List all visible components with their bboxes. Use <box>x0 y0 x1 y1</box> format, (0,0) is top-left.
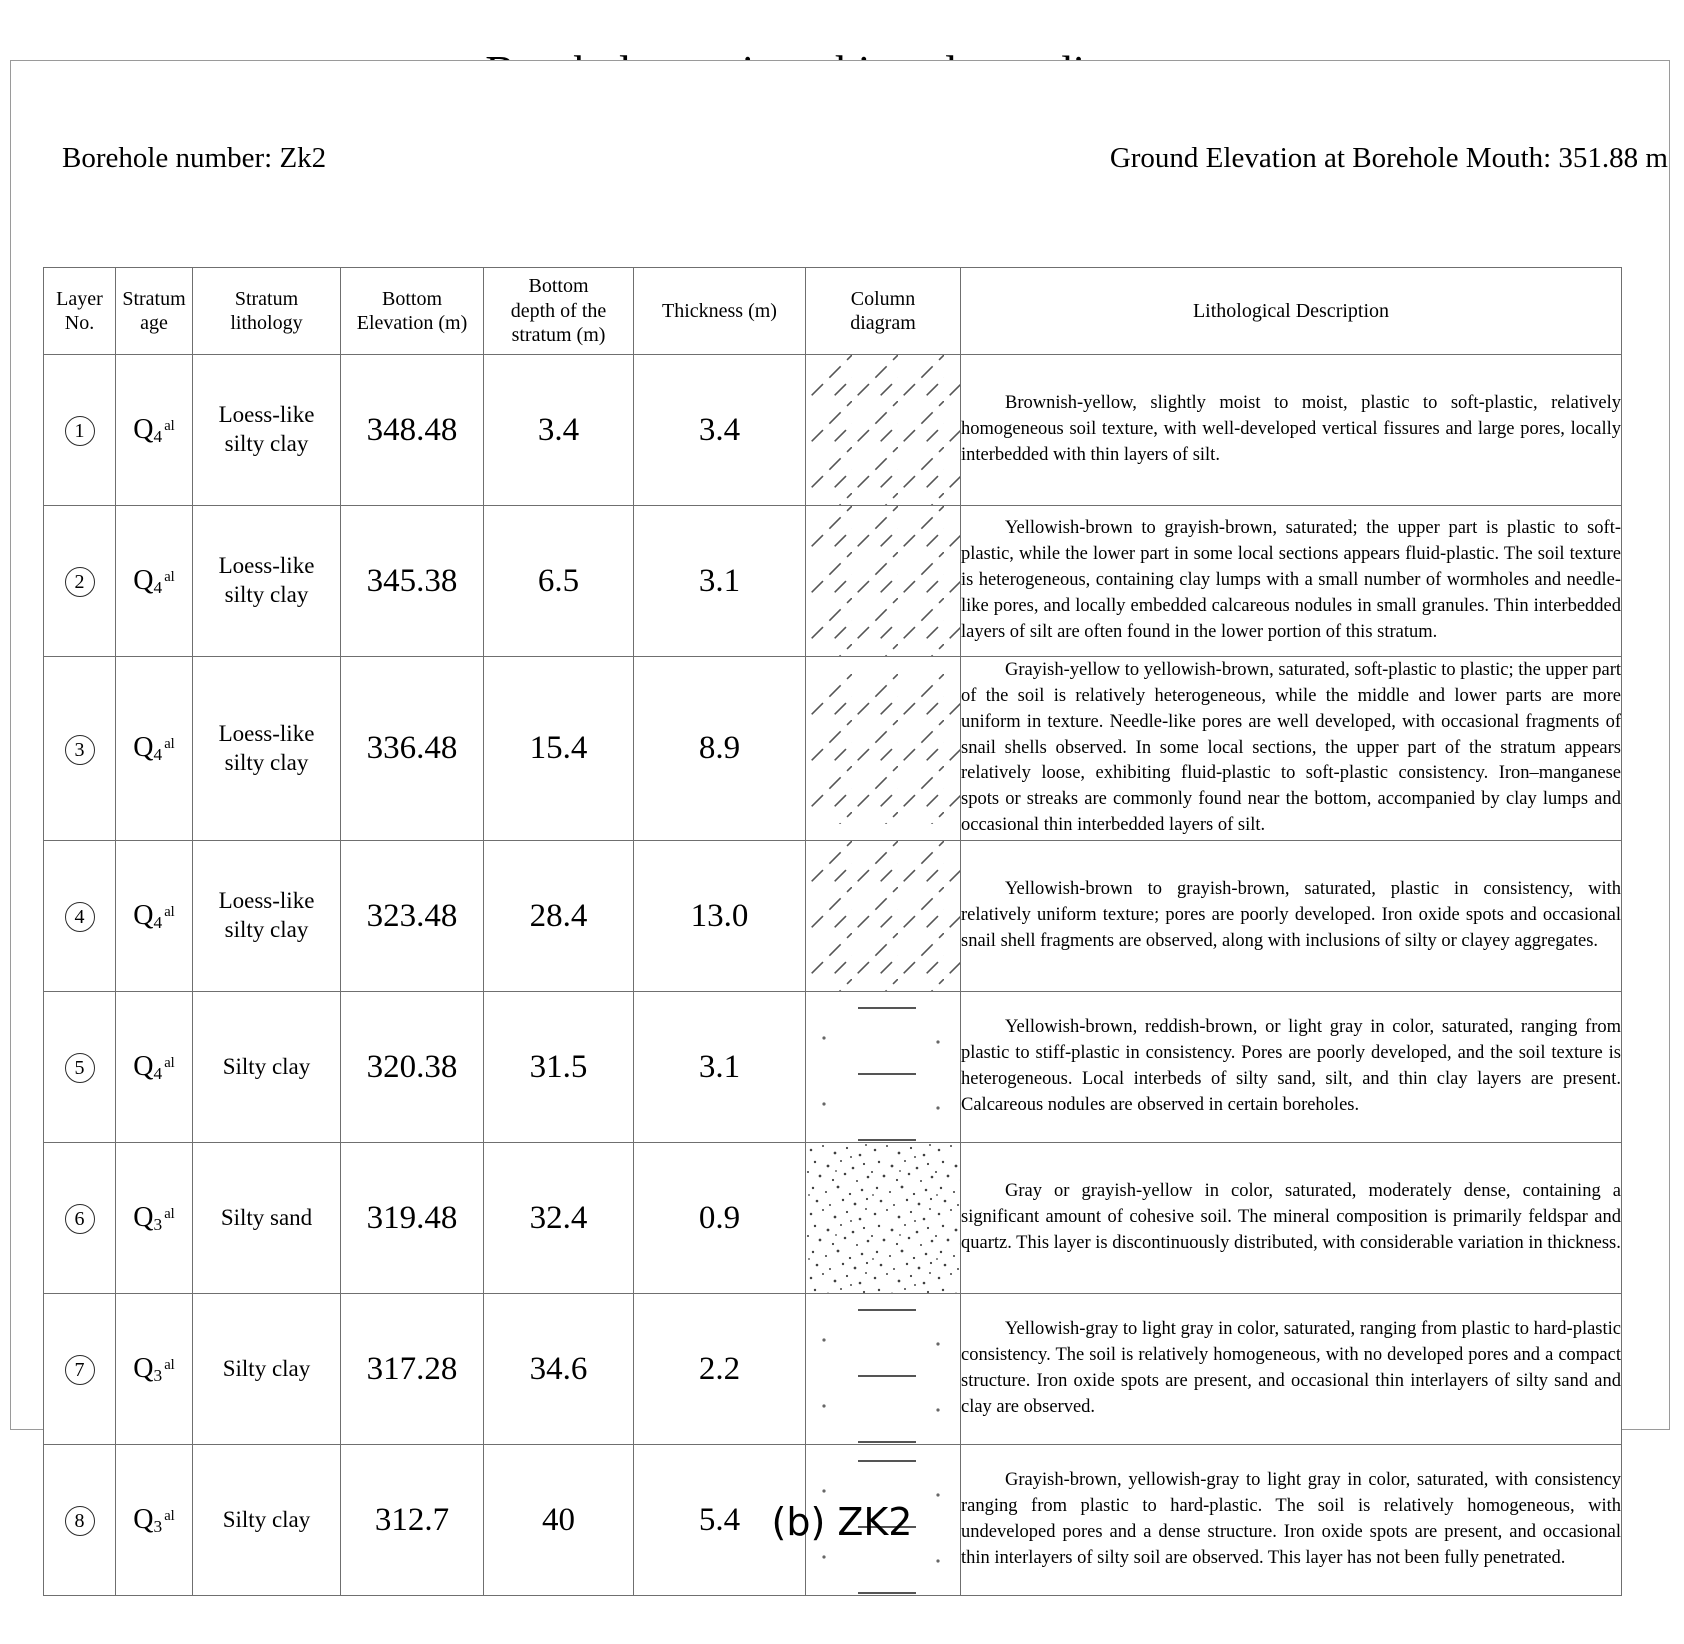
stratigraphic-table <box>43 267 1622 1596</box>
cell-bottom-elevation: 336.48 <box>341 657 484 841</box>
cell-layer-no <box>44 841 116 992</box>
cell-lithological-description: Gray or grayish-yellow in color, saturated, moderately dense, containing a significant amount of cohesive soil. The mineral composition is primarily feldspar and quartz. This layer is discontinuously distributed, with considerable variation in thickness. <box>961 1143 1622 1294</box>
cell-bottom-depth: 28.4 <box>484 841 634 992</box>
meta-row <box>0 142 1684 184</box>
col-header-column-diagram-line2: diagram <box>850 312 916 334</box>
ground-elevation-label: Ground Elevation at Borehole Mouth: 351.88 m <box>1109 141 1668 174</box>
stratum-age-symbol: Q <box>133 732 154 764</box>
cell-stratum-age <box>116 992 193 1143</box>
cell-layer-no <box>44 657 116 841</box>
cell-layer-no <box>44 992 116 1143</box>
stratum-age-subscript: 3 <box>153 1516 163 1536</box>
col-header-lithological-description: Lithological Description <box>961 268 1622 355</box>
cell-thickness: 5.4 <box>634 1445 806 1596</box>
layer-number-badge: 8 <box>65 1506 95 1536</box>
col-header-stratum-lithology <box>193 268 341 355</box>
stratum-age-subscript: 4 <box>153 912 163 932</box>
cell-column-diagram <box>806 841 961 992</box>
cell-bottom-elevation: 317.28 <box>341 1294 484 1445</box>
cell-bottom-elevation: 312.7 <box>341 1445 484 1596</box>
cell-thickness: 3.4 <box>634 355 806 506</box>
cell-lithological-description: Yellowish-brown to grayish-brown, saturated; the upper part is plastic to soft-plastic, while the lower part in some local sections appears fluid-plastic. The soil texture is heterogeneous, containing clay lumps with a small number of wormholes and needle-like pores, and locally embedded calcareous nodules in small granules. Thin interbedded layers of silt are often found in the lower portion of this stratum. <box>961 506 1622 657</box>
cell-bottom-elevation: 319.48 <box>341 1143 484 1294</box>
stratum-age-superscript: al <box>164 903 175 920</box>
cell-column-diagram <box>806 657 961 841</box>
lithology-line1: Loess-like <box>218 402 315 428</box>
cell-layer-no <box>44 355 116 506</box>
stratum-age-superscript: al <box>164 417 175 434</box>
cell-thickness: 13.0 <box>634 841 806 992</box>
col-header-bottom-elevation <box>341 268 484 355</box>
cell-thickness: 8.9 <box>634 657 806 841</box>
lithology-line1: Loess-like <box>218 888 315 914</box>
layer-number-badge: 4 <box>65 902 95 932</box>
cell-column-diagram <box>806 355 961 506</box>
stratigraphic-table-wrapper <box>43 267 1621 1596</box>
cell-bottom-elevation: 348.48 <box>341 355 484 506</box>
cell-column-diagram <box>806 992 961 1143</box>
col-header-bottom-depth-line2: depth of the <box>510 299 607 322</box>
stratum-age-superscript: al <box>164 1054 175 1071</box>
cell-stratum-lithology <box>193 355 341 506</box>
cell-stratum-lithology <box>193 1143 341 1294</box>
cell-column-diagram <box>806 1143 961 1294</box>
cell-stratum-age <box>116 506 193 657</box>
stratum-age-symbol: Q <box>133 564 154 596</box>
cell-thickness: 0.9 <box>634 1143 806 1294</box>
stratum-age-subscript: 3 <box>153 1214 163 1234</box>
cell-stratum-age <box>116 841 193 992</box>
stratum-age-subscript: 3 <box>153 1365 163 1385</box>
table-row <box>44 355 1622 506</box>
col-header-layer-no <box>44 268 116 355</box>
cell-lithological-description: Yellowish-brown to grayish-brown, saturated, plastic in consistency, with relatively uniform texture; pores are poorly developed. Iron oxide spots and occasional snail shell fragments are observed, along with inclusions of silty or clayey aggregates. <box>961 841 1622 992</box>
cell-bottom-depth: 40 <box>484 1445 634 1596</box>
col-header-stratum-lithology-line2: lithology <box>230 312 303 334</box>
stratum-age-symbol: Q <box>133 1050 154 1082</box>
cell-column-diagram <box>806 506 961 657</box>
stratum-age-symbol: Q <box>133 1201 154 1233</box>
cell-layer-no <box>44 1294 116 1445</box>
cell-column-diagram <box>806 1294 961 1445</box>
col-header-stratum-age-line1: Stratum <box>122 287 186 310</box>
lithology-line2: silty clay <box>224 431 309 456</box>
stratum-age-superscript: al <box>164 1507 175 1524</box>
lithology-line1: Loess-like <box>218 720 315 746</box>
col-header-bottom-depth-line1: Bottom <box>528 275 589 298</box>
table-row <box>44 506 1622 657</box>
layer-number-badge: 2 <box>65 567 95 597</box>
stratum-age-subscript: 4 <box>153 577 163 597</box>
cell-stratum-lithology <box>193 992 341 1143</box>
cell-thickness: 2.2 <box>634 1294 806 1445</box>
lithology-line2: silty clay <box>224 749 309 775</box>
cell-lithological-description: Grayish-brown, yellowish-gray to light gray in color, saturated, with consistency ranging from plastic to hard-plastic. The soil is relatively homogeneous, with undeveloped pores and a dense structure. Iron oxide spots are present, and occasional thin interlayers of silty soil are observed. This layer has not been fully penetrated. <box>961 1445 1622 1596</box>
table-row <box>44 1143 1622 1294</box>
lithology-pattern-clay-hatch <box>806 841 960 991</box>
col-header-layer-no-line1: Layer <box>56 287 103 310</box>
stratum-age-superscript: al <box>164 1205 175 1222</box>
cell-bottom-depth: 3.4 <box>484 355 634 506</box>
layer-number-badge: 3 <box>65 735 95 765</box>
cell-stratum-lithology <box>193 657 341 841</box>
cell-lithological-description: Grayish-yellow to yellowish-brown, saturated, soft-plastic to plastic; the upper part of the soil is relatively heterogeneous, while the middle and lower parts are more uniform in texture. Needle-like pores are well developed, with occasional fragments of snail shells observed. In some local sections, the upper part of the stratum appears relatively loose, exhibiting fluid-plastic to soft-plastic consistency. Iron–manganese spots or streaks are commonly found near the bottom, accompanied by clay lumps and occasional thin interbedded layers of silt. <box>961 657 1622 841</box>
stratum-age-superscript: al <box>164 1356 175 1373</box>
table-row <box>44 1294 1622 1445</box>
cell-bottom-depth: 6.5 <box>484 506 634 657</box>
cell-thickness: 3.1 <box>634 992 806 1143</box>
lithology-line1: Silty clay <box>222 1355 311 1381</box>
borehole-number-label: Borehole number: Zk2 <box>62 141 327 174</box>
cell-bottom-depth: 15.4 <box>484 657 634 841</box>
layer-number-badge: 6 <box>65 1204 95 1234</box>
cell-lithological-description: Yellowish-brown, reddish-brown, or light gray in color, saturated, ranging from plastic to stiff-plastic in consistency. Pores are poorly developed, and the soil texture is heterogeneous. Local interbeds of silty sand, silt, and thin clay layers are present. Calcareous nodules are observed in certain boreholes. <box>961 992 1622 1143</box>
layer-number-badge: 1 <box>65 416 95 446</box>
cell-stratum-age <box>116 657 193 841</box>
figure-caption: (b) ZK2 <box>771 1500 913 1544</box>
cell-bottom-elevation: 320.38 <box>341 992 484 1143</box>
col-header-bottom-elevation-line1: Bottom <box>381 287 442 310</box>
cell-thickness: 3.1 <box>634 506 806 657</box>
lithology-pattern-clay-hatch <box>806 506 960 656</box>
table-row <box>44 992 1622 1143</box>
stratum-age-symbol: Q <box>133 899 154 931</box>
col-header-column-diagram <box>806 268 961 355</box>
stratum-age-symbol: Q <box>133 1503 154 1535</box>
col-header-bottom-depth-line3: stratum (m) <box>511 324 606 347</box>
stratum-age-subscript: 4 <box>153 1063 163 1083</box>
cell-stratum-age <box>116 355 193 506</box>
stratum-age-subscript: 4 <box>153 744 163 764</box>
cell-bottom-depth: 34.6 <box>484 1294 634 1445</box>
cell-stratum-lithology <box>193 841 341 992</box>
lithology-line1: Silty clay <box>222 1053 311 1079</box>
cell-layer-no <box>44 1143 116 1294</box>
stratum-age-superscript: al <box>164 568 175 585</box>
col-header-stratum-age-line2: age <box>140 312 168 334</box>
col-header-thickness: Thickness (m) <box>634 268 806 355</box>
col-header-stratum-lithology-line1: Stratum <box>234 287 299 310</box>
lithology-pattern-clay-hatch <box>806 355 960 505</box>
stratum-age-superscript: al <box>164 736 175 753</box>
table-row <box>44 841 1622 992</box>
cell-stratum-lithology <box>193 506 341 657</box>
col-header-stratum-age <box>116 268 193 355</box>
lithology-line2: silty clay <box>224 582 309 607</box>
cell-bottom-elevation: 323.48 <box>341 841 484 992</box>
lithology-pattern-clay-hatch <box>806 674 960 824</box>
layer-number-badge: 7 <box>65 1355 95 1385</box>
stratum-age-symbol: Q <box>133 1352 154 1384</box>
lithology-pattern-sand-stipple <box>806 1143 960 1293</box>
col-header-column-diagram-line1: Column <box>850 287 916 310</box>
table-row <box>44 657 1622 841</box>
cell-bottom-depth: 31.5 <box>484 992 634 1143</box>
table-header-row <box>44 268 1622 355</box>
col-header-bottom-elevation-line2: Elevation (m) <box>356 312 468 334</box>
cell-bottom-elevation: 345.38 <box>341 506 484 657</box>
lithology-line1: Silty clay <box>222 1506 311 1532</box>
stratum-age-symbol: Q <box>133 413 154 445</box>
cell-stratum-age <box>116 1143 193 1294</box>
cell-layer-no <box>44 506 116 657</box>
cell-bottom-depth: 32.4 <box>484 1143 634 1294</box>
table-body <box>44 355 1622 1596</box>
borehole-log-page <box>0 48 1684 1644</box>
lithology-line2: silty clay <box>224 917 309 942</box>
lithology-pattern-silty-clay-dash <box>806 992 960 1142</box>
col-header-bottom-depth <box>484 268 634 355</box>
lithology-pattern-silty-clay-dash <box>806 1294 960 1444</box>
layer-number-badge: 5 <box>65 1053 95 1083</box>
stratum-age-subscript: 4 <box>153 426 163 446</box>
col-header-layer-no-line2: No. <box>64 312 95 334</box>
lithology-line1: Silty sand <box>220 1204 313 1230</box>
cell-stratum-age <box>116 1294 193 1445</box>
cell-lithological-description: Yellowish-gray to light gray in color, saturated, ranging from plastic to hard-plastic consistency. The soil is relatively homogeneous, with no developed pores and a compact structure. Iron oxide spots are present, and occasional thin interlayers of silty sand and clay are observed. <box>961 1294 1622 1445</box>
lithology-line1: Loess-like <box>218 553 315 579</box>
cell-stratum-lithology <box>193 1294 341 1445</box>
cell-lithological-description: Brownish-yellow, slightly moist to moist, plastic to soft-plastic, relatively homogeneous soil texture, with well-developed vertical fissures and large pores, locally interbedded with thin layers of silt. <box>961 355 1622 506</box>
